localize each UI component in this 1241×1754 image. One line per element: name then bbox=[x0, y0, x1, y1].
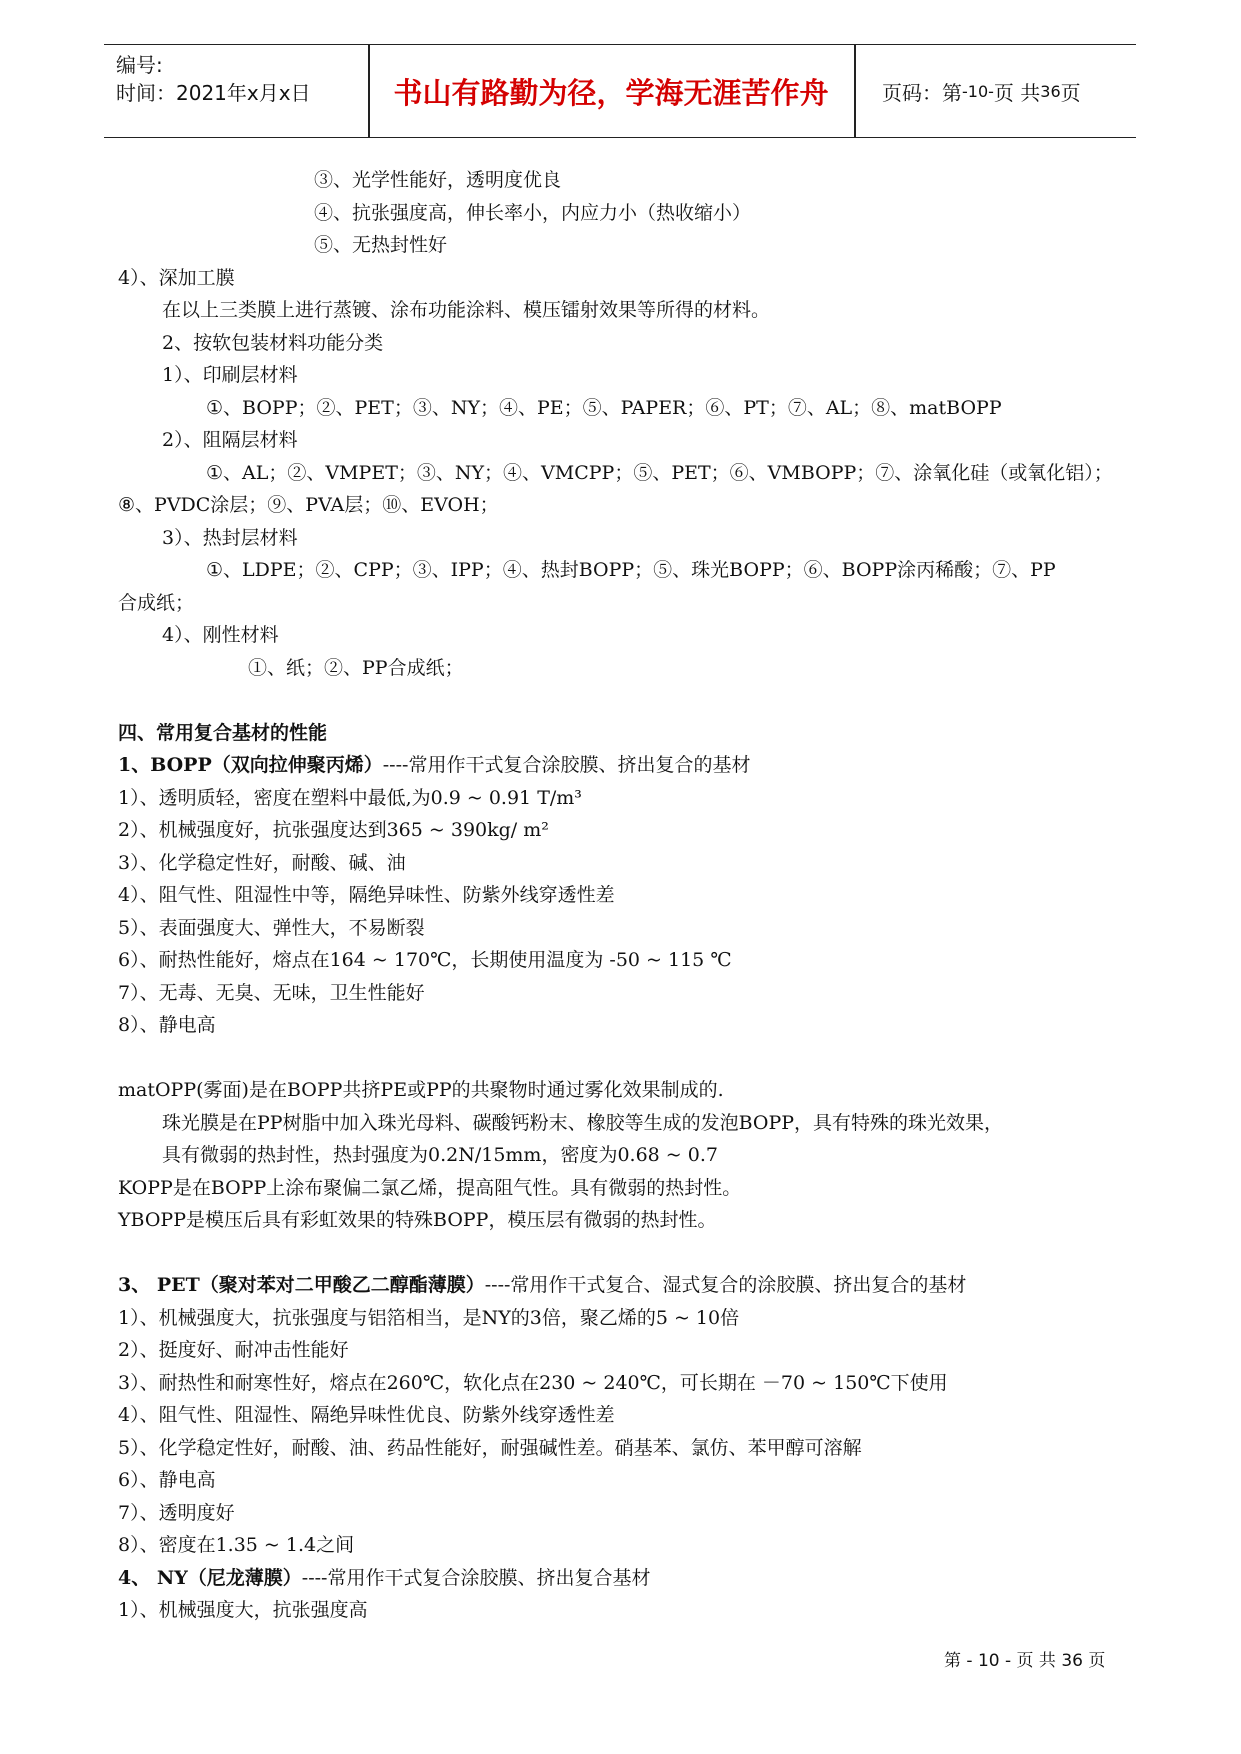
blank-line bbox=[118, 1237, 1128, 1270]
page-footer: 第 - 10 - 页 共 36 页 bbox=[944, 1651, 1106, 1671]
page-prefix: 页码：第 bbox=[882, 80, 962, 105]
text-line bbox=[118, 749, 1128, 782]
text-line: 6）、静电高 bbox=[118, 1469, 216, 1491]
text-line: 7）、透明度好 bbox=[118, 1501, 235, 1524]
text-line: 8）、密度在1.35 ~ 1.4之间 bbox=[118, 1534, 355, 1556]
number-label: 编号: bbox=[116, 53, 163, 77]
text-line: ①、AL；②、VMPET；③、NY；④、VMCPP；⑤、PET；⑥、VMBOPP；⑦、涂氧化硅（或氧化铝）； bbox=[206, 461, 1113, 484]
text-line: 1）、印刷层材料 bbox=[162, 364, 298, 386]
page-suffix: 页 bbox=[1060, 80, 1081, 105]
text-line: 3）、耐热性和耐寒性好，熔点在260℃，软化点在230 ~ 240℃，可长期在 －70 ~ 150℃下使用 bbox=[118, 1371, 948, 1394]
text-line: 3）、化学稳定性好，耐酸、碱、油 bbox=[118, 851, 406, 874]
text-line: 4）、深加工膜 bbox=[118, 266, 235, 289]
page-number: -10- bbox=[962, 81, 994, 101]
section-heading: 四、常用复合基材的性能 bbox=[118, 721, 328, 744]
blank-line bbox=[118, 684, 1128, 717]
text-line: matOPP(雾面)是在BOPP共挤PE或PP的共聚物时通过雾化效果制成的. bbox=[118, 1079, 724, 1101]
text-line bbox=[118, 1562, 1128, 1595]
text-line: 2、按软包装材料功能分类 bbox=[162, 331, 384, 354]
page-total: 36 bbox=[1040, 81, 1061, 101]
text-line: 3）、热封层材料 bbox=[162, 526, 298, 549]
text-line: 1）、透明质轻，密度在塑料中最低,为0.9 ~ 0.91 T/m³ bbox=[118, 786, 582, 809]
text-line: ③、光学性能好，透明度优良 bbox=[314, 169, 562, 191]
text-line: 珠光膜是在PP树脂中加入珠光母料、碳酸钙粉末、橡胶等生成的发泡BOPP，具有特殊的珠光效果， bbox=[162, 1111, 1004, 1134]
text-line: 5）、表面强度大、弹性大，不易断裂 bbox=[118, 916, 425, 939]
text-line: 1）、机械强度大，抗张强度高 bbox=[118, 1599, 368, 1621]
header-divider bbox=[854, 45, 856, 137]
text-line: ①、纸；②、PP合成纸； bbox=[248, 656, 464, 679]
item-description: ----常用作干式复合、湿式复合的涂胶膜、挤出复合的基材 bbox=[484, 1274, 967, 1296]
page-header bbox=[104, 44, 1136, 138]
text-line: 2）、阻隔层材料 bbox=[162, 429, 298, 451]
text-line: 2）、机械强度好，抗张强度达到365 ~ 390kg/ m² bbox=[118, 819, 549, 841]
text-line: ⑤、无热封性好 bbox=[314, 234, 448, 256]
text-line: 8）、静电高 bbox=[118, 1014, 216, 1036]
text-line: 7）、无毒、无臭、无味，卫生性能好 bbox=[118, 981, 425, 1004]
text-line: 在以上三类膜上进行蒸镀、涂布功能涂料、模压镭射效果等所得的材料。 bbox=[162, 299, 771, 321]
document-body bbox=[118, 164, 1128, 1627]
text-line: ①、BOPP；②、PET；③、NY；④、PE；⑤、PAPER；⑥、PT；⑦、AL；⑧、matBOPP bbox=[206, 396, 1002, 419]
item-heading: 1、BOPP（双向拉伸聚丙烯） bbox=[118, 754, 383, 776]
header-page-info bbox=[864, 45, 1136, 137]
text-line: 具有微弱的热封性，热封强度为0.2N/15mm，密度为0.68 ~ 0.7 bbox=[162, 1144, 718, 1166]
text-line: 1）、机械强度大，抗张强度与铝箔相当，是NY的3倍，聚乙烯的5 ~ 10倍 bbox=[118, 1306, 740, 1329]
text-line: YBOPP是模压后具有彩虹效果的特殊BOPP，模压层有微弱的热封性。 bbox=[118, 1209, 717, 1231]
text-line: 5）、化学稳定性好，耐酸、油、药品性能好，耐强碱性差。硝基苯、氯仿、苯甲醇可溶解 bbox=[118, 1436, 862, 1459]
text-line: 4）、阻气性、阻湿性中等，隔绝异味性、防紫外线穿透性差 bbox=[118, 884, 615, 906]
item-description: ----常用作干式复合涂胶膜、挤出复合基材 bbox=[301, 1566, 651, 1589]
page-mid: 页 共 bbox=[993, 80, 1041, 105]
text-line bbox=[118, 1269, 1128, 1302]
header-motto: 书山有路勤为径，学海无涯苦作舟 bbox=[393, 75, 829, 110]
item-description: ----常用作干式复合涂胶膜、挤出复合的基材 bbox=[382, 754, 751, 776]
text-line: 6）、耐热性能好，熔点在164 ~ 170℃，长期使用温度为 -50 ~ 115 ℃ bbox=[118, 949, 732, 971]
text-line: ④、抗张强度高，伸长率小，内应力小（热收缩小） bbox=[314, 201, 752, 224]
text-line: ⑧、PVDC涂层；⑨、PVA层；⑩、EVOH； bbox=[118, 494, 499, 516]
header-meta bbox=[116, 51, 311, 107]
text-line: 4）、阻气性、阻湿性、隔绝异味性优良、防紫外线穿透性差 bbox=[118, 1404, 615, 1426]
text-line: ①、LDPE；②、CPP；③、IPP；④、热封BOPP；⑤、珠光BOPP；⑥、BOPP涂丙稀酸；⑦、PP bbox=[206, 559, 1056, 581]
time-label: 时间：2021年x月x日 bbox=[116, 81, 311, 105]
text-line: 2）、挺度好、耐冲击性能好 bbox=[118, 1339, 349, 1361]
text-line: 4）、刚性材料 bbox=[162, 624, 279, 646]
blank-line bbox=[118, 1042, 1128, 1075]
text-line: 合成纸； bbox=[118, 591, 195, 614]
item-heading: 4、 NY（尼龙薄膜） bbox=[118, 1566, 302, 1589]
text-line: KOPP是在BOPP上涂布聚偏二氯乙烯，提高阻气性。具有微弱的热封性。 bbox=[118, 1176, 742, 1199]
item-heading: 3、 PET（聚对苯对二甲酸乙二醇酯薄膜） bbox=[118, 1274, 485, 1296]
